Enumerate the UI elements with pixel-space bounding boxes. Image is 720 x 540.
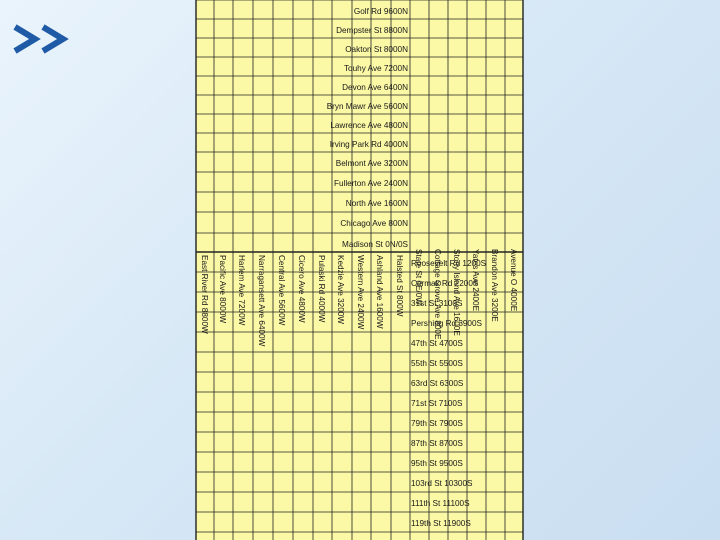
street-label-west: East River Rd 8800W	[200, 255, 209, 334]
street-label-south: 87th St 8700S	[411, 439, 463, 448]
street-label-west: Pulaski Rd 4000W	[317, 255, 326, 323]
street-label-north: Belmont Ave 3200N	[335, 159, 408, 168]
street-label-south: Roosevelt Rd 1200S	[411, 259, 487, 268]
street-label-west: Harlem Ave 7200W	[237, 255, 246, 326]
street-label-south: 31st St 3100S	[411, 299, 463, 308]
street-label-north: North Ave 1600N	[345, 199, 408, 208]
street-label-north: Lawrence Ave 4800N	[330, 121, 408, 130]
street-label-east: Brandon Ave 3200E	[490, 249, 499, 322]
street-label-south: 71st St 7100S	[411, 399, 463, 408]
street-label-south: 79th St 7900S	[411, 419, 463, 428]
street-label-north: Fullerton Ave 2400N	[333, 179, 408, 188]
street-label-south: 47th St 4700S	[411, 339, 463, 348]
street-label-north: Golf Rd 9600N	[353, 7, 408, 16]
street-label-west: Narragansett Ave 6400W	[257, 255, 266, 347]
street-label-north: Irving Park Rd 4000N	[329, 140, 408, 149]
street-label-south: 103rd St 10300S	[411, 479, 473, 488]
street-label-north: Touhy Ave 7200N	[343, 64, 408, 73]
street-label-east: Yates Ave 2400E	[471, 249, 480, 312]
street-label-south: 119th St 11900S	[411, 519, 471, 528]
street-label-south: Cermak Rd 2200S	[411, 279, 479, 288]
street-label-south: 95th St 9500S	[411, 459, 463, 468]
street-label-west: Ashland Ave 1600W	[375, 255, 384, 329]
street-label-south: Pershing Rd 3900S	[411, 319, 483, 328]
street-label-west: Kedzie Ave 3200W	[336, 255, 345, 325]
street-label-east: Avenue O 4000E	[509, 249, 518, 312]
street-label-west: Cicero Ave 4800W	[297, 255, 306, 323]
street-label-east: Stony Island Ave 1600E	[452, 249, 461, 336]
street-label-north: Oakton St 8000N	[345, 45, 408, 54]
street-label-south: 111th St 11100S	[411, 499, 470, 508]
street-label-west: Pacific Ave 8000W	[218, 255, 227, 324]
street-label-west: Central Ave 5600W	[277, 255, 286, 326]
street-label-east: State St 0E/0W	[414, 249, 423, 305]
street-label-north: Chicago Ave 800N	[340, 219, 408, 228]
street-label-north: Madison St 0N/0S	[342, 240, 408, 249]
street-label-north: Dempster St 8800N	[336, 26, 408, 35]
street-label-north: Bryn Mawr Ave 5600N	[326, 102, 408, 111]
street-label-south: 55th St 5500S	[411, 359, 463, 368]
street-label-east: Cottage Grove Ave 800E	[433, 249, 442, 340]
street-label-west: Halsted St 800W	[395, 255, 404, 317]
street-label-south: 63rd St 6300S	[411, 379, 464, 388]
street-label-west: Western Ave 2400W	[356, 255, 365, 330]
street-label-north: Devon Ave 6400N	[342, 83, 408, 92]
